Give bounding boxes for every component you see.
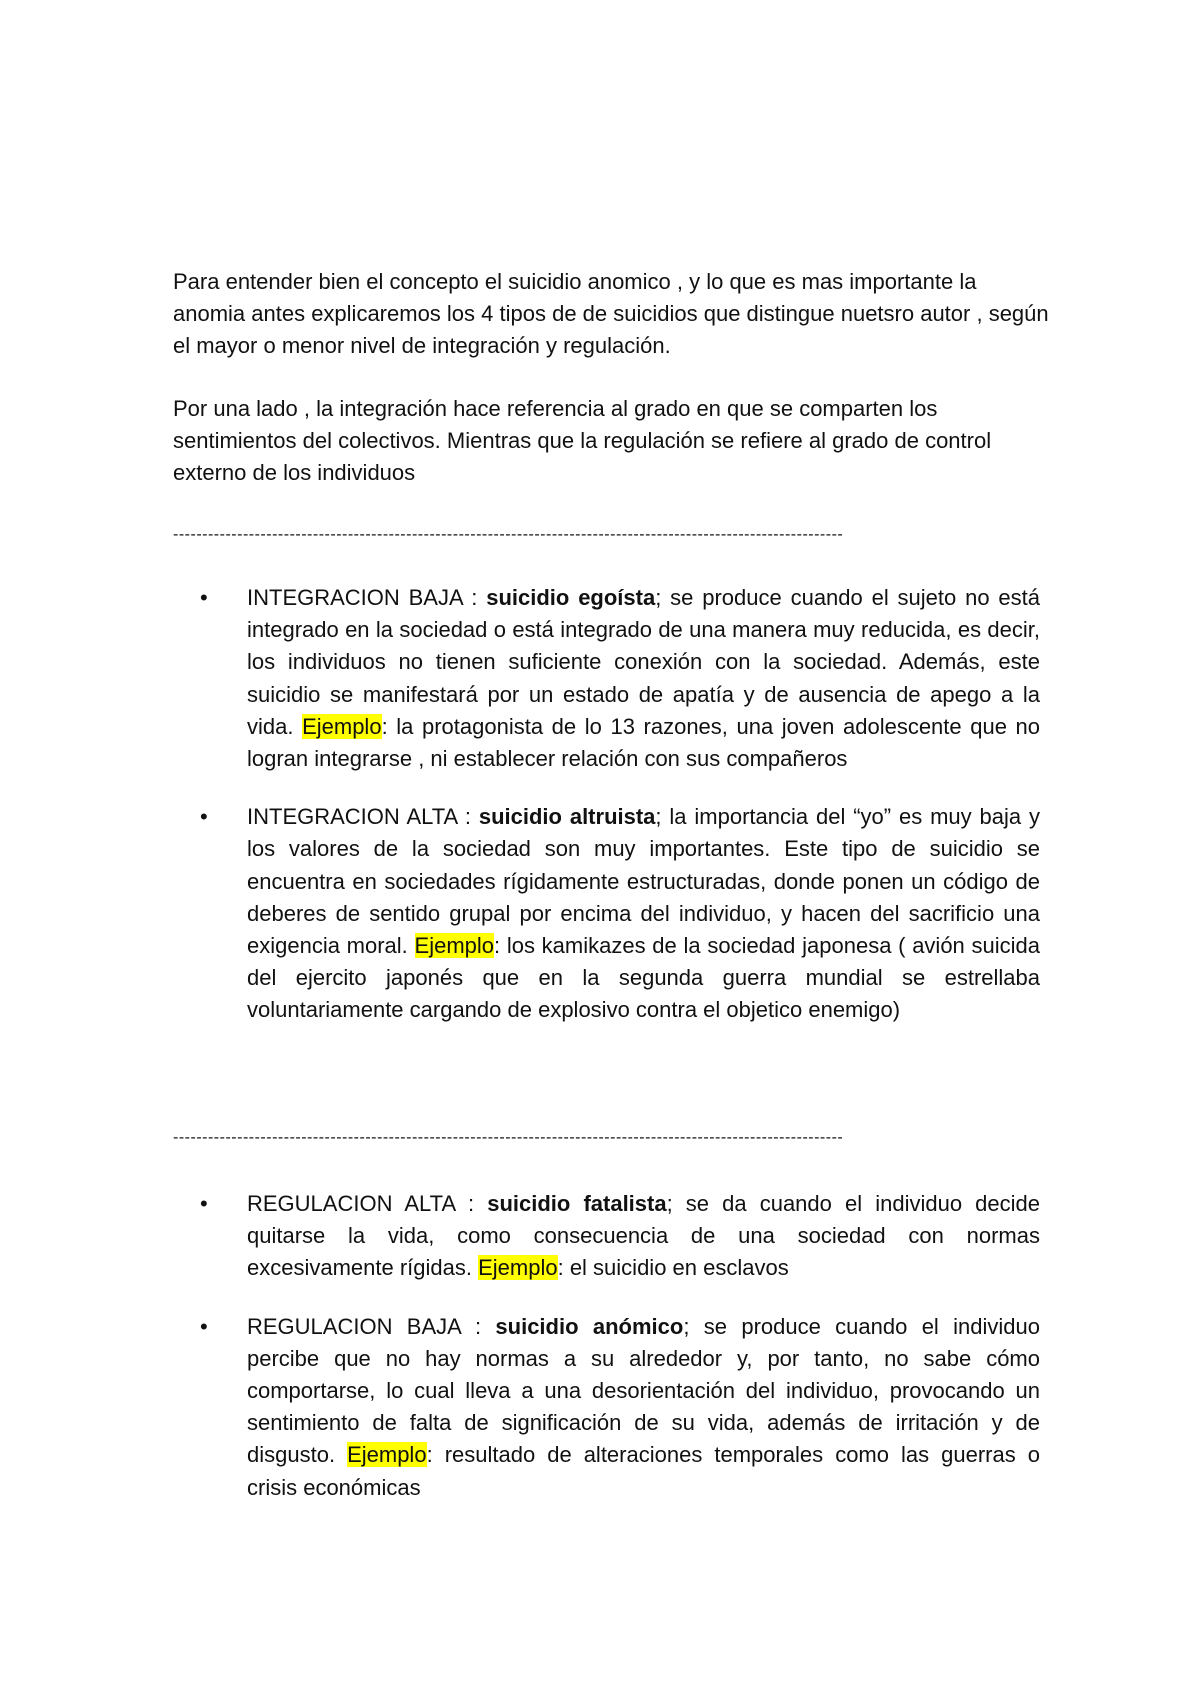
item-example: : el suicidio en esclavos xyxy=(557,1255,789,1281)
regulation-list xyxy=(200,1188,1040,1530)
item-example: : los kamikazes de la sociedad japonesa ( avión suicida del ejercito japonés que en la segunda guerra mundial se estrellaba voluntariamente cargando de explosivo contra el objetico enemigo) xyxy=(247,933,1040,1023)
item-description: ; se produce cuando el individuo percibe que no hay normas a su alrededor y, por tanto, no sabe cómo comportarse, lo cual lleva a una desorientación del individuo, provocando un sentimiento de falta de significación de su vida, además de irritación y de disgusto. xyxy=(247,1313,1040,1468)
list-item xyxy=(200,1188,1040,1285)
example-highlight: Ejemplo xyxy=(478,1255,558,1281)
bullet-icon: • xyxy=(200,1191,208,1216)
item-example: : la protagonista de lo 13 razones, una joven adolescente que no logran integrarse , ni establecer relación con sus compañeros xyxy=(247,713,1041,772)
item-label: INTEGRACION BAJA : xyxy=(247,585,487,610)
item-term: suicidio fatalista xyxy=(487,1191,667,1216)
bullet-icon: • xyxy=(200,804,208,830)
item-term: suicidio altruista xyxy=(478,804,656,830)
item-term: suicidio egoísta xyxy=(486,585,656,610)
item-description: ; la importancia del “yo” es muy baja y los valores de la sociedad son muy importantes. Este tipo de suicidio se encuentra en sociedades rígidamente estructuradas, donde ponen un código de deberes de sentido grupal por encima del individuo, y hacen del sacrificio una exigencia moral. xyxy=(247,804,1040,959)
intro-paragraph-1: Para entender bien el concepto el suicidio anomico , y lo que es mas importante la anomia antes explicaremos los 4 tipos de de suicidios que distingue nuetsro autor , según el mayor o menor nivel de integración y regulación. xyxy=(173,269,1049,358)
item-description: ; se produce cuando el sujeto no está integrado en la sociedad o está integrado de una manera muy reducida, es decir, los individuos no tienen suficiente conexión con la sociedad. Además, este suicidio se manifestará por un estado de apatía y de ausencia de apego a la vida. xyxy=(247,585,1040,739)
item-example: : resultado de alteraciones temporales como las guerras o crisis económicas xyxy=(247,1442,1040,1500)
item-label: INTEGRACION ALTA : xyxy=(247,804,479,830)
list-item xyxy=(200,801,1040,1026)
example-highlight: Ejemplo xyxy=(302,713,382,739)
separator-line: ------------------------------------------------------------------------------------------------------------------- xyxy=(173,526,844,543)
item-description: ; se da cuando el individuo decide quitarse la vida, como consecuencia de una sociedad con normas excesivamente rígidas. xyxy=(247,1191,1040,1281)
separator-line: ------------------------------------------------------------------------------------------------------------------- xyxy=(173,1129,844,1146)
item-label: REGULACION ALTA : xyxy=(247,1191,488,1216)
example-highlight: Ejemplo xyxy=(347,1442,427,1468)
example-highlight: Ejemplo xyxy=(414,933,494,959)
item-term: suicidio anómico xyxy=(495,1313,684,1339)
integration-list xyxy=(200,582,1040,1053)
item-label: REGULACION BAJA : xyxy=(247,1313,496,1339)
intro-paragraph-2: Por una lado , la integración hace referencia al grado en que se comparten los sentimientos del colectivos. Mientras que la regulación se refiere al grado de control externo de los individuos xyxy=(173,396,992,485)
list-item xyxy=(200,1311,1040,1504)
bullet-icon: • xyxy=(200,585,208,610)
list-item xyxy=(200,582,1040,775)
bullet-icon: • xyxy=(200,1313,208,1339)
